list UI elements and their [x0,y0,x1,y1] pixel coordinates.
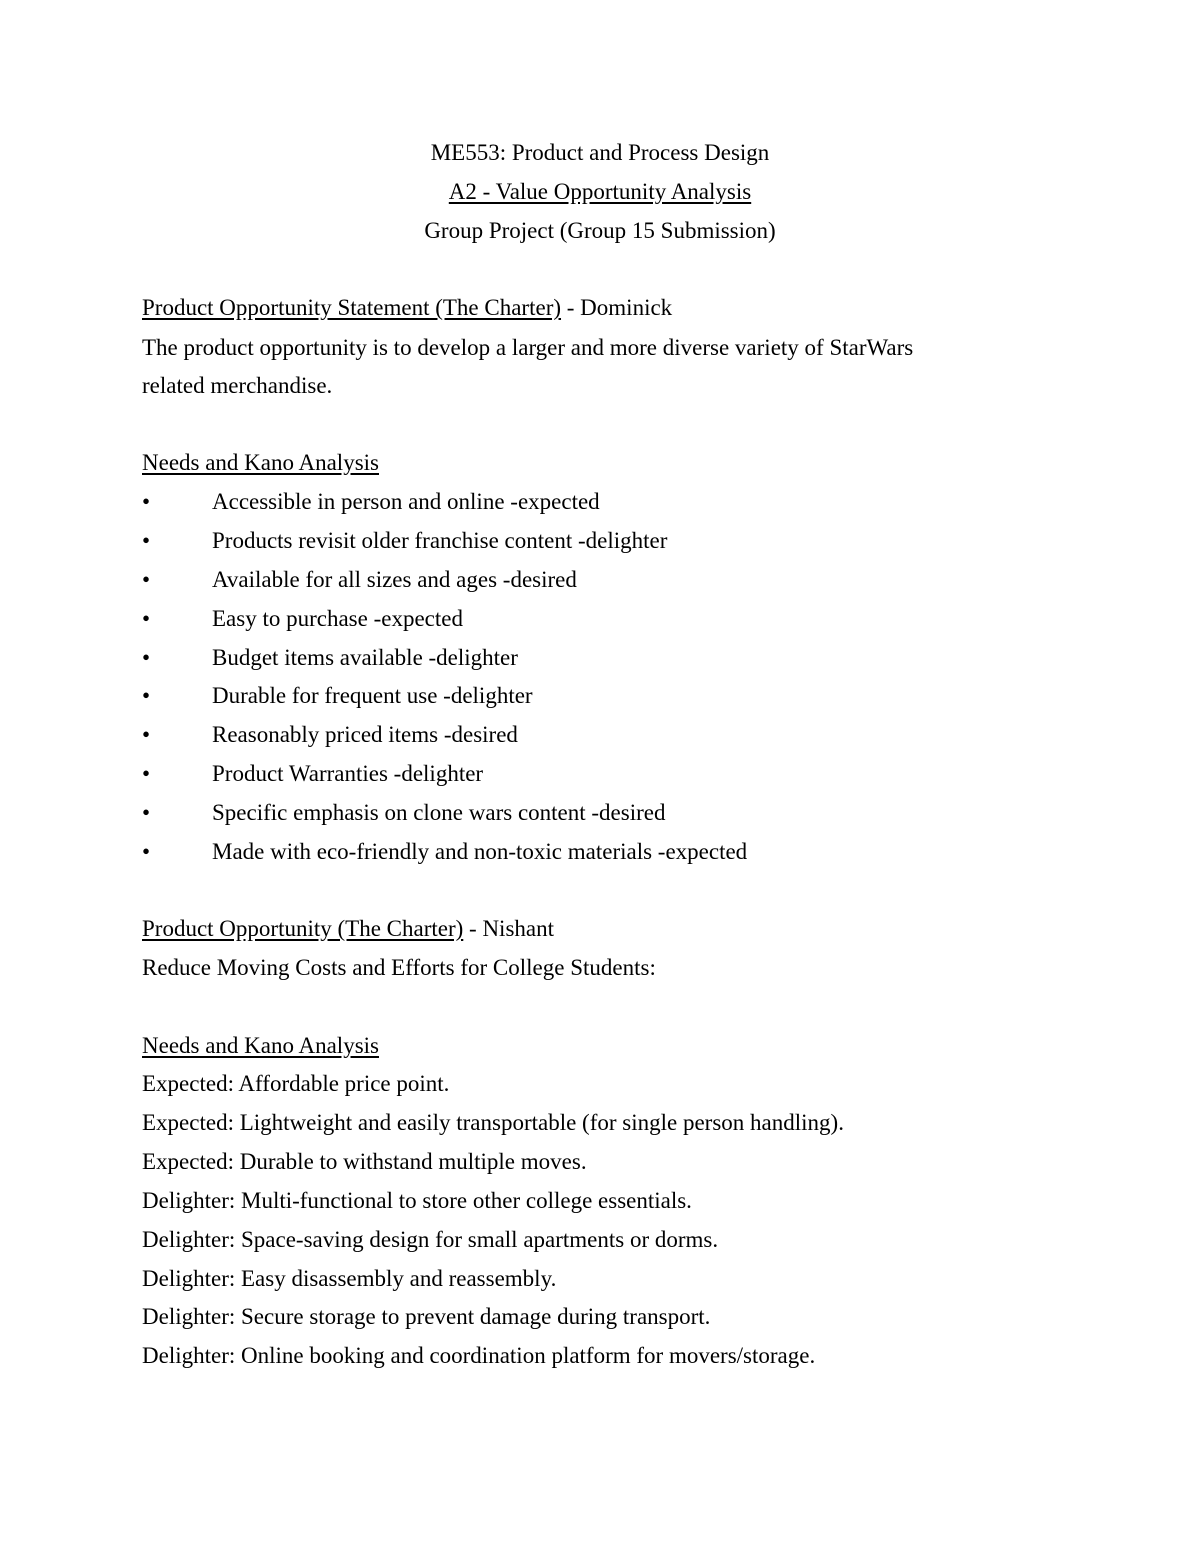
assignment-title-text: A2 - Value Opportunity Analysis [448,179,752,204]
list-item: Expected: Affordable price point. [142,1071,450,1096]
bullet-icon: • [142,489,151,514]
section2-needs-heading [142,1031,379,1061]
section1-statement-line1: The product opportunity is to develop a larger and more diverse variety of StarWars [142,335,914,360]
project-title: Group Project (Group 15 Submission) [424,218,776,243]
bullet-icon: • [142,800,151,825]
list-item: Delighter: Multi-functional to store other college essentials. [142,1188,692,1213]
assignment-title [0,177,1200,207]
bullet-icon: • [142,839,151,864]
section2-statement: Reduce Moving Costs and Efforts for College Students: [142,955,656,980]
bullet-icon: • [142,645,151,670]
bullet-icon: • [142,761,151,786]
list-item: Delighter: Easy disassembly and reassembly. [142,1266,557,1291]
section2-title: Product Opportunity (The Charter) [142,916,464,941]
section1-author: - Dominick [561,295,673,320]
section1-heading [142,293,672,323]
list-item: Delighter: Online booking and coordination platform for movers/storage. [142,1343,816,1368]
bullet-icon: • [142,567,151,592]
section1-statement-line2: related merchandise. [142,373,333,398]
list-item: Delighter: Secure storage to prevent damage during transport. [142,1304,711,1329]
list-item: Delighter: Space-saving design for small apartments or dorms. [142,1227,719,1252]
course-title: ME553: Product and Process Design [430,140,770,165]
document-page: ME553: Product and Process Design A2 - Value Opportunity Analysis Group Project (Group 15 Submission) Product Opportunity Statement (The Charter) - Dominick The product opportunity is to develop a larger and more diverse variety of StarWars related merchandise. Needs and Kano Analysis • Accessible in person and online -expected • Products revisit older franchise content -delighter • Available for all sizes and ages -desired • Easy to purchase -expected • Budget items available -delighter • Durable for frequent use -delighter • Reasonably priced items -desired • Product Warranties -delighter • Specific emphasis on clone wars content -desired • Made with eco-friendly and non-toxic materials -expected Product Opportunity (The Charter) - Nishant Reduce Moving Costs and Efforts for College Students: Needs and Kano Analysis Expected: Affordable price point. Expected: Lightweight and easily transportable (for single person handling). Expected: Durable to withstand multiple moves. Delighter: Multi-functional to store other college essentials. Delighter: Space-saving design for small apartments or dorms. Delighter: Easy disassembly and reassembly. Delighter: Secure storage to prevent damage during transport. Delighter: Online booking and coordination platform for movers/storage. [0,0,1200,1553]
bullet-icon: • [142,528,151,553]
bullet-icon: • [142,683,151,708]
section2-author: - Nishant [463,916,554,941]
bullet-icon: • [142,722,151,747]
section2-needs-title: Needs and Kano Analysis [142,1033,379,1058]
section1-needs-title: Needs and Kano Analysis [142,450,379,475]
section2-heading [142,914,554,944]
section1-title: Product Opportunity Statement (The Charter) [142,295,562,320]
bullet-icon: • [142,606,151,631]
section1-needs-heading [142,448,379,478]
list-item: Expected: Lightweight and easily transportable (for single person handling). [142,1110,844,1135]
list-item: Expected: Durable to withstand multiple moves. [142,1149,587,1174]
